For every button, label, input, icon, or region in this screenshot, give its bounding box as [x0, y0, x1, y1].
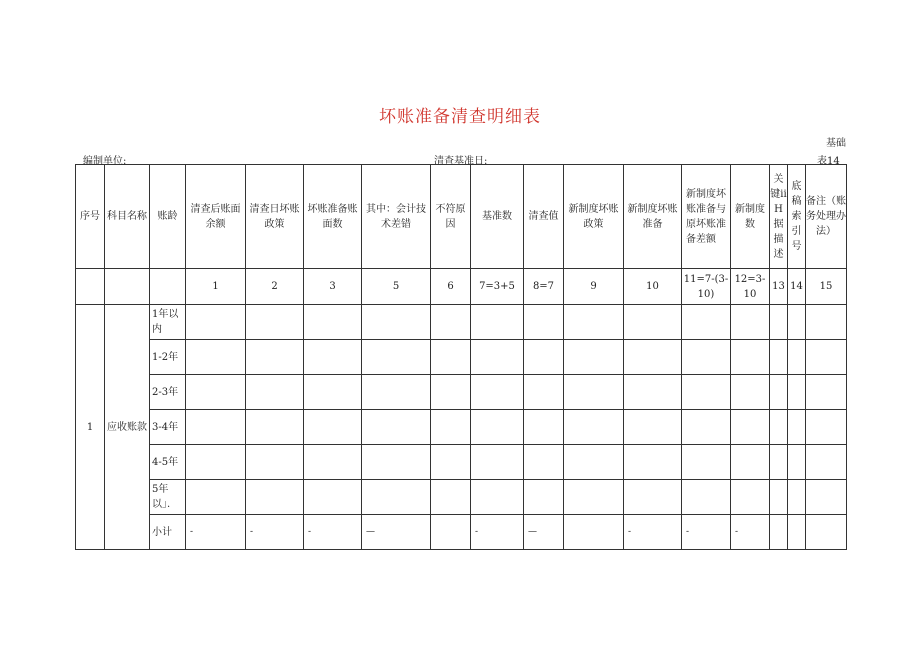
- data-cell: [731, 340, 770, 375]
- table-row: [76, 480, 847, 515]
- subtotal-cell: -: [624, 515, 682, 550]
- data-cell: [524, 305, 564, 340]
- subtotal-cell: -: [246, 515, 304, 550]
- data-cell: [788, 375, 806, 410]
- header-workpaper-index: 底稿索引号: [788, 165, 806, 269]
- number-cell-empty: [76, 269, 105, 305]
- data-cell: [788, 410, 806, 445]
- page-title: 坏账准备清查明细表: [379, 107, 541, 127]
- data-cell: [731, 410, 770, 445]
- number-cell: 14: [788, 269, 806, 305]
- data-cell: [431, 375, 471, 410]
- header-new-reserve: 新制度坏账准备: [624, 165, 682, 269]
- data-cell: [564, 410, 624, 445]
- subtotal-cell: —: [362, 515, 431, 550]
- data-cell: [471, 375, 524, 410]
- data-cell: [471, 305, 524, 340]
- number-cell: 6: [431, 269, 471, 305]
- data-cell: [806, 480, 847, 515]
- table-row: [76, 340, 847, 375]
- data-cell: [731, 480, 770, 515]
- data-cell: [624, 410, 682, 445]
- data-cell: [186, 445, 246, 480]
- subtotal-cell: [770, 515, 788, 550]
- data-cell: [624, 340, 682, 375]
- subtotal-cell: -: [471, 515, 524, 550]
- data-cell: [186, 410, 246, 445]
- data-cell: [682, 305, 731, 340]
- data-cell: [524, 375, 564, 410]
- account-cell: 应收账款: [105, 305, 150, 550]
- data-cell: [682, 375, 731, 410]
- data-cell: [471, 340, 524, 375]
- data-cell: [246, 340, 304, 375]
- header-accounting-error: 其中：会计技术差错: [362, 165, 431, 269]
- data-cell: [682, 480, 731, 515]
- data-cell: [431, 410, 471, 445]
- data-cell: [624, 305, 682, 340]
- data-cell: [770, 410, 788, 445]
- age-cell: 3-4年: [150, 410, 186, 445]
- table-row: [76, 305, 847, 340]
- header-policy: 清查日坏账政策: [246, 165, 304, 269]
- data-cell: [362, 340, 431, 375]
- subtotal-cell: -: [682, 515, 731, 550]
- data-cell: [564, 480, 624, 515]
- subtotal-label: 小计: [150, 515, 186, 550]
- header-account: 科目名称: [105, 165, 150, 269]
- header-new-policy: 新制度坏账政策: [564, 165, 624, 269]
- number-cell: 9: [564, 269, 624, 305]
- age-cell: 4-5年: [150, 445, 186, 480]
- data-cell: [731, 375, 770, 410]
- data-cell: [524, 410, 564, 445]
- header-mismatch-reason: 不符原因: [431, 165, 471, 269]
- data-cell: [186, 340, 246, 375]
- data-cell: [186, 480, 246, 515]
- data-cell: [564, 305, 624, 340]
- data-cell: [304, 480, 362, 515]
- data-cell: [362, 480, 431, 515]
- subtotal-cell: —: [524, 515, 564, 550]
- subtotal-row: [76, 515, 847, 550]
- header-seq: 序号: [76, 165, 105, 269]
- header-row: [76, 165, 847, 269]
- data-cell: [431, 480, 471, 515]
- header-base-amount: 基准数: [471, 165, 524, 269]
- number-cell: 2: [246, 269, 304, 305]
- data-cell: [246, 305, 304, 340]
- data-cell: [770, 375, 788, 410]
- data-cell: [806, 340, 847, 375]
- data-cell: [186, 375, 246, 410]
- column-number-row: [76, 269, 847, 305]
- data-cell: [362, 410, 431, 445]
- data-cell: [362, 305, 431, 340]
- corner-label: 基础: [826, 138, 846, 149]
- data-cell: [770, 340, 788, 375]
- table-row: [76, 375, 847, 410]
- data-cell: [471, 480, 524, 515]
- age-cell: 1年以内: [150, 305, 186, 340]
- data-cell: [788, 445, 806, 480]
- data-cell: [788, 340, 806, 375]
- number-cell-empty: [105, 269, 150, 305]
- number-cell-empty: [150, 269, 186, 305]
- data-cell: [682, 445, 731, 480]
- header-reserve-book: 坏账准备账面数: [304, 165, 362, 269]
- unit-label: 编制单位:: [83, 156, 127, 167]
- data-cell: [524, 480, 564, 515]
- data-cell: [186, 305, 246, 340]
- table-row: [76, 445, 847, 480]
- data-cell: [431, 340, 471, 375]
- data-cell: [806, 410, 847, 445]
- subtotal-cell: -: [731, 515, 770, 550]
- data-cell: [304, 445, 362, 480]
- data-cell: [682, 340, 731, 375]
- data-cell: [682, 410, 731, 445]
- data-cell: [246, 375, 304, 410]
- data-cell: [431, 305, 471, 340]
- subtotal-cell: -: [304, 515, 362, 550]
- data-cell: [770, 305, 788, 340]
- data-cell: [731, 305, 770, 340]
- header-remark: 备注（账务处理办法）: [806, 165, 847, 269]
- data-cell: [788, 305, 806, 340]
- data-cell: [471, 410, 524, 445]
- header-audit-value: 清查值: [524, 165, 564, 269]
- data-cell: [246, 410, 304, 445]
- number-cell: 15: [806, 269, 847, 305]
- subtotal-cell: [788, 515, 806, 550]
- subtotal-cell: -: [186, 515, 246, 550]
- header-key-evidence: 关键iiH据描述: [770, 165, 788, 269]
- data-cell: [246, 445, 304, 480]
- data-cell: [624, 445, 682, 480]
- number-cell: 1: [186, 269, 246, 305]
- subtotal-cell: [564, 515, 624, 550]
- reserve-table: [75, 164, 847, 550]
- header-book-balance: 清查后账面余额: [186, 165, 246, 269]
- data-cell: [731, 445, 770, 480]
- data-cell: [564, 375, 624, 410]
- subtotal-cell: [431, 515, 471, 550]
- age-cell: 2-3年: [150, 375, 186, 410]
- table-number: 表14: [817, 156, 840, 167]
- number-cell: 5: [362, 269, 431, 305]
- data-cell: [806, 445, 847, 480]
- data-cell: [304, 340, 362, 375]
- data-cell: [471, 445, 524, 480]
- data-cell: [304, 305, 362, 340]
- header-age: 账龄: [150, 165, 186, 269]
- data-cell: [806, 375, 847, 410]
- seq-cell: 1: [76, 305, 105, 550]
- number-cell: 12=3-10: [731, 269, 770, 305]
- data-cell: [770, 445, 788, 480]
- data-cell: [788, 480, 806, 515]
- data-cell: [564, 340, 624, 375]
- age-cell: 5年以｣.: [150, 480, 186, 515]
- data-cell: [806, 305, 847, 340]
- number-cell: 10: [624, 269, 682, 305]
- date-label: 清查基准日:: [434, 156, 488, 167]
- data-cell: [524, 340, 564, 375]
- data-cell: [246, 480, 304, 515]
- header-new-amount: 新制度数: [731, 165, 770, 269]
- data-cell: [770, 480, 788, 515]
- number-cell: 8=7: [524, 269, 564, 305]
- age-cell: 1-2年: [150, 340, 186, 375]
- data-cell: [362, 375, 431, 410]
- data-cell: [431, 445, 471, 480]
- data-cell: [624, 480, 682, 515]
- number-cell: 11=7-(3-10): [682, 269, 731, 305]
- table-row: [76, 410, 847, 445]
- number-cell: 3: [304, 269, 362, 305]
- data-cell: [524, 445, 564, 480]
- header-reserve-diff: 新制度坏账准备与原坏账准备差额: [682, 165, 731, 269]
- data-cell: [564, 445, 624, 480]
- data-cell: [304, 410, 362, 445]
- data-cell: [624, 375, 682, 410]
- data-cell: [362, 445, 431, 480]
- number-cell: 13: [770, 269, 788, 305]
- number-cell: 7=3+5: [471, 269, 524, 305]
- subtotal-cell: [806, 515, 847, 550]
- data-cell: [304, 375, 362, 410]
